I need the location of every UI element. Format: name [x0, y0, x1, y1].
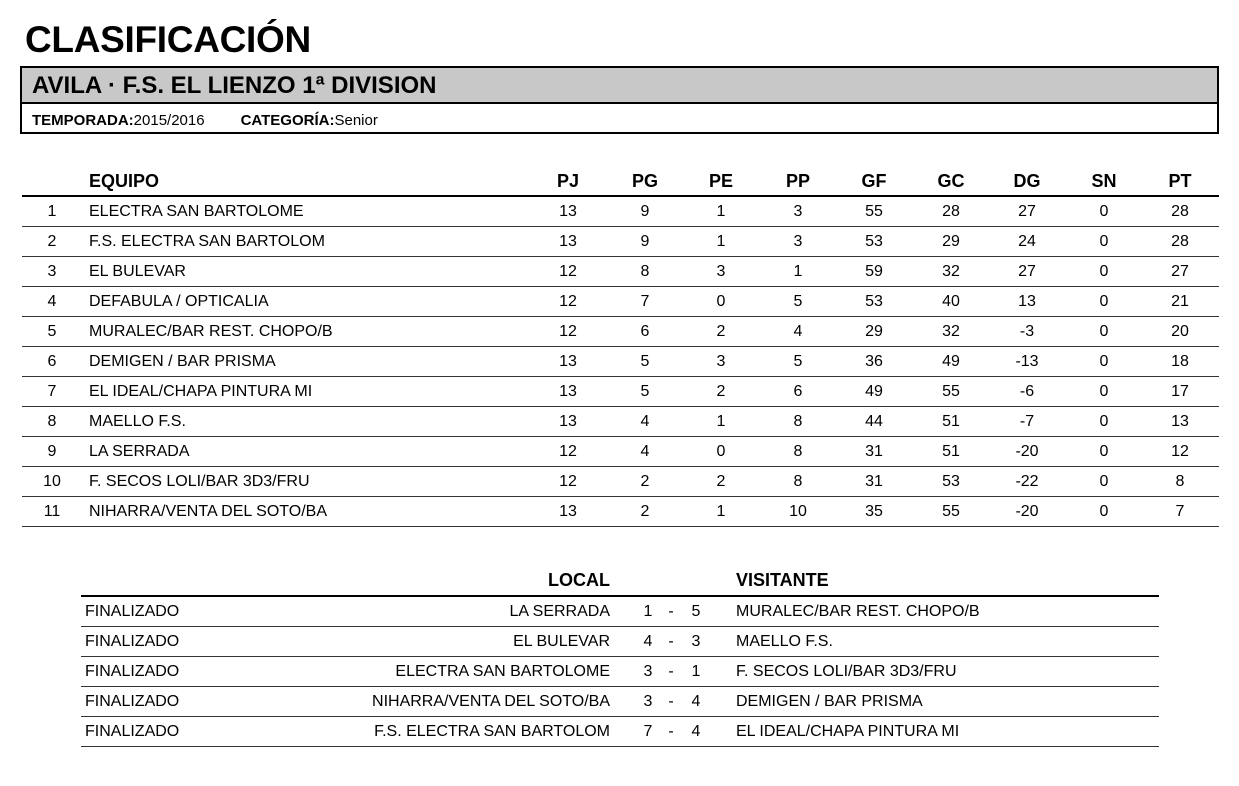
- standings-body: [22, 197, 1219, 527]
- season-label: TEMPORADA:: [32, 112, 134, 129]
- row-dg: -6: [1019, 382, 1035, 400]
- table-row: [22, 497, 1219, 527]
- results-header-row: [81, 566, 1159, 597]
- row-dg: -20: [1015, 502, 1039, 520]
- season-value: 2015/2016: [133, 112, 205, 129]
- row-position: 1: [47, 202, 57, 220]
- row-sn: 0: [1099, 502, 1109, 520]
- row-pp: 6: [793, 382, 803, 400]
- table-row: [22, 467, 1219, 497]
- row-team: LA SERRADA: [89, 442, 190, 460]
- table-row: [22, 377, 1219, 407]
- category-label: CATEGORÍA:: [240, 112, 335, 129]
- row-position: 6: [47, 352, 57, 370]
- row-gc: 32: [942, 262, 960, 280]
- row-pp: 4: [793, 322, 803, 340]
- row-pt: 8: [1175, 472, 1185, 490]
- match-home-goals: 3: [643, 692, 653, 710]
- row-pp: 8: [793, 412, 803, 430]
- row-position: 10: [43, 472, 61, 490]
- row-team: DEFABULA / OPTICALIA: [89, 292, 269, 310]
- row-pt: 12: [1171, 442, 1189, 460]
- row-gc: 40: [942, 292, 960, 310]
- row-dg: -20: [1015, 442, 1039, 460]
- row-sn: 0: [1099, 322, 1109, 340]
- row-pp: 10: [789, 502, 807, 520]
- table-row: [22, 437, 1219, 467]
- header-gc: GC: [937, 171, 965, 191]
- competition-header: [20, 66, 1219, 134]
- row-pe: 1: [716, 232, 726, 250]
- match-score-separator: -: [668, 632, 674, 650]
- row-pg: 4: [640, 412, 650, 430]
- meta-line: [32, 112, 378, 130]
- row-pe: 1: [716, 502, 726, 520]
- row-team: MURALEC/BAR REST. CHOPO/B: [89, 322, 333, 340]
- row-sn: 0: [1099, 292, 1109, 310]
- row-pe: 1: [716, 412, 726, 430]
- row-dg: 27: [1018, 202, 1036, 220]
- row-pt: 20: [1171, 322, 1189, 340]
- table-row: [22, 287, 1219, 317]
- match-away-goals: 4: [691, 722, 701, 740]
- match-score-separator: -: [668, 722, 674, 740]
- row-gf: 55: [865, 202, 883, 220]
- row-pj: 13: [559, 502, 577, 520]
- row-pt: 21: [1171, 292, 1189, 310]
- row-team: ELECTRA SAN BARTOLOME: [89, 202, 304, 220]
- row-pg: 9: [640, 232, 650, 250]
- row-pe: 2: [716, 472, 726, 490]
- row-pj: 13: [559, 202, 577, 220]
- row-gf: 53: [865, 232, 883, 250]
- row-gc: 49: [942, 352, 960, 370]
- header-sn: SN: [1091, 171, 1117, 191]
- match-visitor-team: MAELLO F.S.: [736, 632, 833, 650]
- row-gc: 32: [942, 322, 960, 340]
- row-pp: 3: [793, 232, 803, 250]
- row-gf: 53: [865, 292, 883, 310]
- row-team: EL BULEVAR: [89, 262, 186, 280]
- match-score-separator: -: [668, 692, 674, 710]
- header-pe: PE: [708, 171, 733, 191]
- match-row: [81, 597, 1159, 627]
- row-gf: 31: [865, 442, 883, 460]
- row-position: 11: [43, 502, 61, 520]
- match-local-team: F.S. ELECTRA SAN BARTOLOM: [374, 722, 610, 740]
- row-dg: 24: [1018, 232, 1036, 250]
- table-row: [22, 317, 1219, 347]
- table-row: [22, 257, 1219, 287]
- row-pt: 18: [1171, 352, 1189, 370]
- row-pt: 17: [1171, 382, 1189, 400]
- row-gf: 44: [865, 412, 883, 430]
- match-row: [81, 627, 1159, 657]
- row-dg: -22: [1015, 472, 1039, 490]
- row-gf: 36: [865, 352, 883, 370]
- row-position: 9: [47, 442, 57, 460]
- row-sn: 0: [1099, 202, 1109, 220]
- row-position: 3: [47, 262, 57, 280]
- row-pj: 12: [559, 292, 577, 310]
- match-visitor-team: F. SECOS LOLI/BAR 3D3/FRU: [736, 662, 957, 680]
- row-gc: 51: [942, 442, 960, 460]
- match-home-goals: 7: [643, 722, 653, 740]
- header-dg: DG: [1013, 171, 1041, 191]
- row-dg: 13: [1018, 292, 1036, 310]
- row-pt: 27: [1171, 262, 1189, 280]
- row-pe: 1: [716, 202, 726, 220]
- row-team: NIHARRA/VENTA DEL SOTO/BA: [89, 502, 327, 520]
- row-pj: 13: [559, 232, 577, 250]
- match-status: FINALIZADO: [85, 722, 180, 740]
- row-team: F. SECOS LOLI/BAR 3D3/FRU: [89, 472, 310, 490]
- row-sn: 0: [1099, 262, 1109, 280]
- match-score-separator: -: [668, 602, 674, 620]
- match-local-team: ELECTRA SAN BARTOLOME: [395, 662, 610, 680]
- row-pp: 5: [793, 352, 803, 370]
- row-pj: 12: [559, 322, 577, 340]
- match-score-separator: -: [668, 662, 674, 680]
- row-sn: 0: [1099, 412, 1109, 430]
- match-away-goals: 1: [691, 662, 701, 680]
- row-dg: -13: [1015, 352, 1039, 370]
- row-pe: 0: [716, 442, 726, 460]
- standings-table: [22, 168, 1219, 527]
- row-team: DEMIGEN / BAR PRISMA: [89, 352, 276, 370]
- row-position: 8: [47, 412, 57, 430]
- row-dg: 27: [1018, 262, 1036, 280]
- row-sn: 0: [1099, 472, 1109, 490]
- match-row: [81, 657, 1159, 687]
- row-pe: 0: [716, 292, 726, 310]
- match-status: FINALIZADO: [85, 632, 180, 650]
- header-pj: PJ: [556, 171, 580, 191]
- row-sn: 0: [1099, 352, 1109, 370]
- row-team: EL IDEAL/CHAPA PINTURA MI: [89, 382, 313, 400]
- results-body: [81, 597, 1159, 747]
- row-dg: -7: [1019, 412, 1035, 430]
- header-visitor: VISITANTE: [736, 570, 829, 590]
- match-home-goals: 4: [643, 632, 653, 650]
- header-pp: PP: [785, 171, 810, 191]
- row-pg: 8: [640, 262, 650, 280]
- row-pg: 5: [640, 352, 650, 370]
- row-gc: 28: [942, 202, 960, 220]
- match-status: FINALIZADO: [85, 602, 180, 620]
- row-sn: 0: [1099, 382, 1109, 400]
- row-position: 5: [47, 322, 57, 340]
- row-position: 4: [47, 292, 57, 310]
- row-pp: 1: [793, 262, 803, 280]
- row-gc: 55: [942, 382, 960, 400]
- row-position: 2: [47, 232, 57, 250]
- header-pt: PT: [1168, 171, 1192, 191]
- row-pe: 2: [716, 322, 726, 340]
- row-pg: 5: [640, 382, 650, 400]
- match-visitor-team: DEMIGEN / BAR PRISMA: [736, 692, 923, 710]
- row-team: F.S. ELECTRA SAN BARTOLOM: [89, 232, 325, 250]
- header-gf: GF: [861, 171, 887, 191]
- match-local-team: EL BULEVAR: [513, 632, 610, 650]
- row-gf: 49: [865, 382, 883, 400]
- table-row: [22, 197, 1219, 227]
- page-title: CLASIFICACIÓN: [25, 19, 311, 60]
- row-pg: 7: [640, 292, 650, 310]
- table-row: [22, 407, 1219, 437]
- row-gc: 29: [942, 232, 960, 250]
- row-pj: 12: [559, 442, 577, 460]
- row-gf: 29: [865, 322, 883, 340]
- row-gc: 51: [942, 412, 960, 430]
- match-status: FINALIZADO: [85, 692, 180, 710]
- row-team: MAELLO F.S.: [89, 412, 186, 430]
- row-pg: 6: [640, 322, 650, 340]
- row-pj: 12: [559, 262, 577, 280]
- match-away-goals: 5: [691, 602, 701, 620]
- row-pt: 28: [1171, 202, 1189, 220]
- match-visitor-team: EL IDEAL/CHAPA PINTURA MI: [736, 722, 960, 740]
- match-home-goals: 1: [643, 602, 653, 620]
- match-home-goals: 3: [643, 662, 653, 680]
- row-gf: 35: [865, 502, 883, 520]
- table-row: [22, 227, 1219, 257]
- header-team: EQUIPO: [89, 171, 160, 191]
- row-pg: 9: [640, 202, 650, 220]
- row-pj: 13: [559, 412, 577, 430]
- row-pt: 28: [1171, 232, 1189, 250]
- match-row: [81, 687, 1159, 717]
- match-visitor-team: MURALEC/BAR REST. CHOPO/B: [736, 602, 980, 620]
- row-pe: 3: [716, 352, 726, 370]
- match-local-team: LA SERRADA: [509, 602, 610, 620]
- header-pg: PG: [631, 171, 658, 191]
- match-away-goals: 3: [691, 632, 701, 650]
- row-pj: 13: [559, 352, 577, 370]
- row-dg: -3: [1019, 322, 1035, 340]
- row-pe: 2: [716, 382, 726, 400]
- row-gf: 59: [865, 262, 883, 280]
- match-local-team: NIHARRA/VENTA DEL SOTO/BA: [372, 692, 610, 710]
- row-pe: 3: [716, 262, 726, 280]
- competition-title: AVILA · F.S. EL LIENZO 1ª DIVISION: [32, 72, 437, 99]
- category-value: Senior: [334, 112, 378, 129]
- standings-header-row: [22, 168, 1219, 197]
- row-pt: 13: [1171, 412, 1189, 430]
- row-pp: 8: [793, 442, 803, 460]
- row-position: 7: [47, 382, 57, 400]
- match-status: FINALIZADO: [85, 662, 180, 680]
- results-table: [81, 566, 1159, 747]
- row-gc: 53: [942, 472, 960, 490]
- row-pp: 5: [793, 292, 803, 310]
- row-pg: 2: [640, 502, 650, 520]
- row-sn: 0: [1099, 232, 1109, 250]
- row-pg: 2: [640, 472, 650, 490]
- match-away-goals: 4: [691, 692, 701, 710]
- row-pp: 8: [793, 472, 803, 490]
- competition-bar: [22, 68, 1217, 104]
- match-row: [81, 717, 1159, 747]
- table-row: [22, 347, 1219, 377]
- row-gc: 55: [942, 502, 960, 520]
- row-pt: 7: [1175, 502, 1185, 520]
- row-sn: 0: [1099, 442, 1109, 460]
- row-pp: 3: [793, 202, 803, 220]
- row-pg: 4: [640, 442, 650, 460]
- row-gf: 31: [865, 472, 883, 490]
- row-pj: 12: [559, 472, 577, 490]
- header-local: LOCAL: [548, 570, 610, 590]
- row-pj: 13: [559, 382, 577, 400]
